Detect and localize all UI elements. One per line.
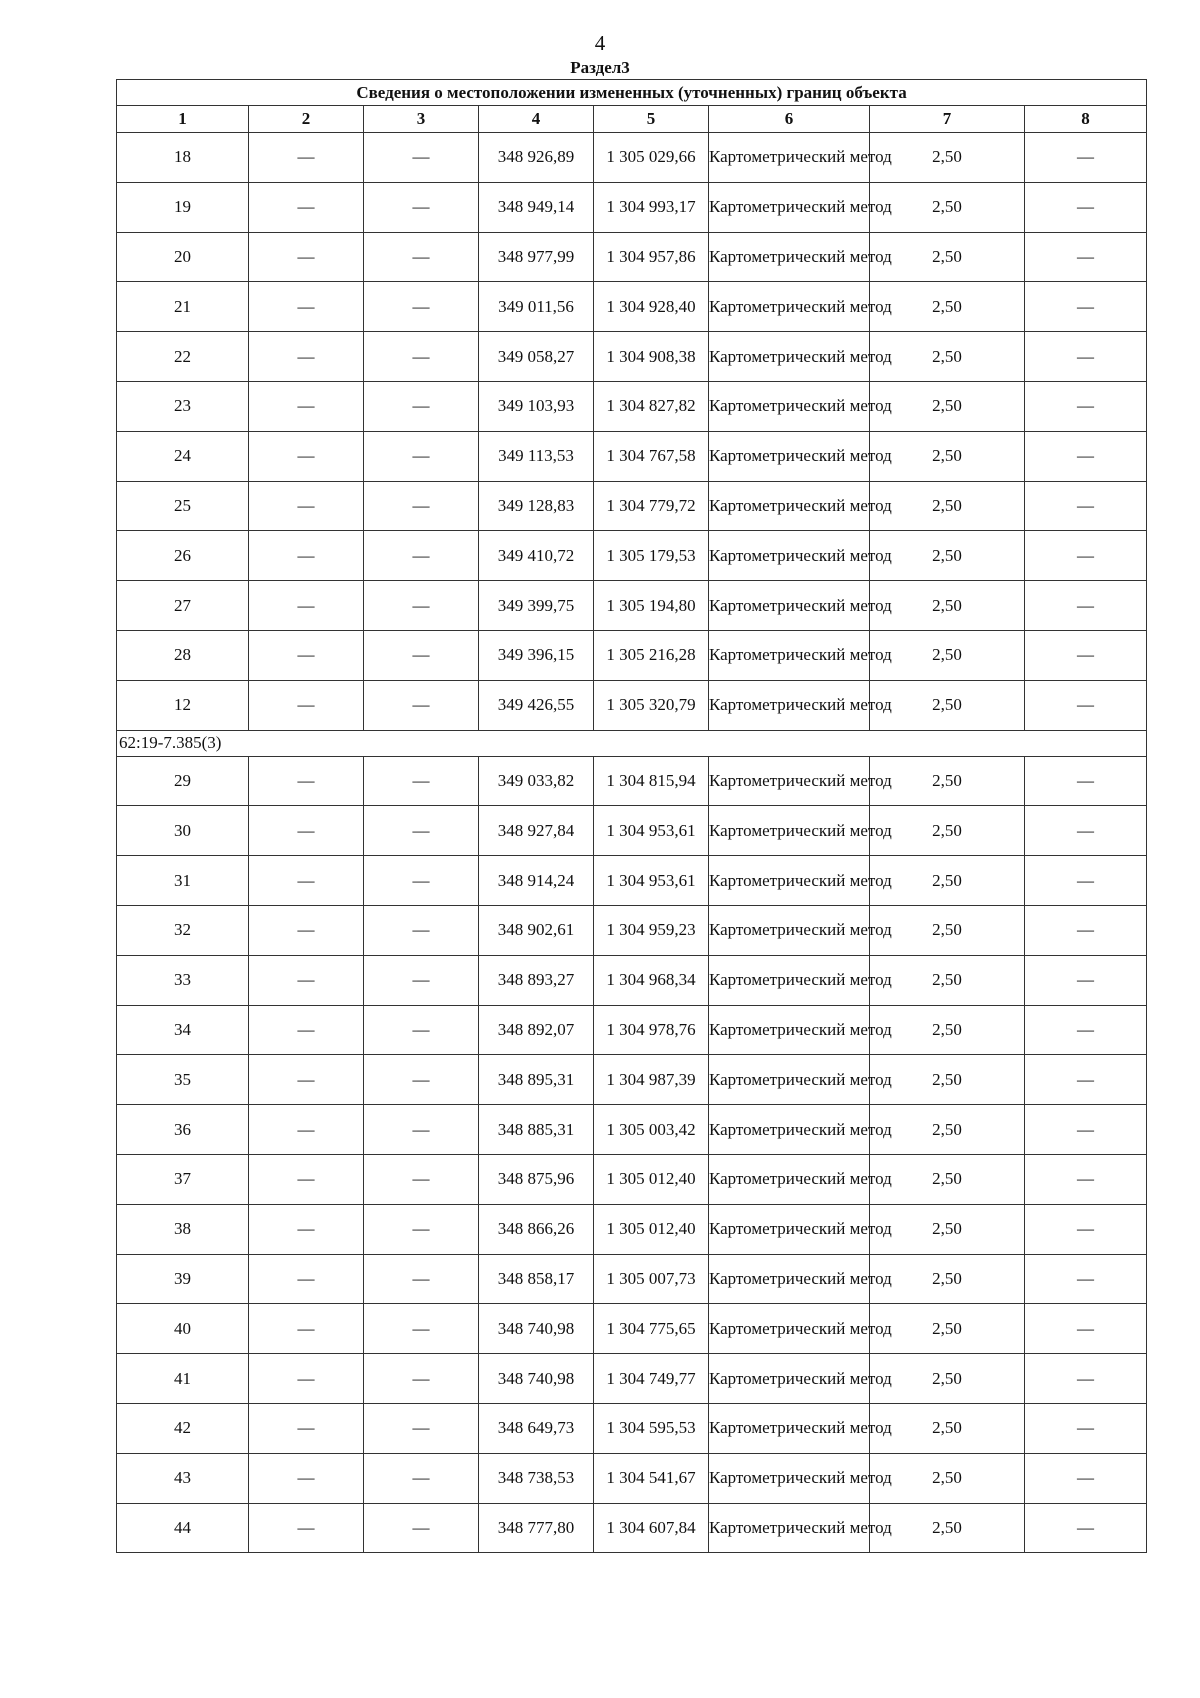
cell-col-3: —: [364, 1105, 479, 1155]
cell-method: Картометрический метод: [709, 1503, 870, 1553]
cell-coord-y: 1 304 779,72: [594, 481, 709, 531]
cell-col-8: —: [1025, 182, 1147, 232]
cell-precision: 2,50: [870, 1304, 1025, 1354]
cell-col-3: —: [364, 381, 479, 431]
table-row: [117, 1005, 1147, 1055]
cell-method: Картометрический метод: [709, 1204, 870, 1254]
cell-method: Картометрический метод: [709, 955, 870, 1005]
cell-col-8: —: [1025, 133, 1147, 183]
cell-coord-y: 1 304 993,17: [594, 182, 709, 232]
cell-point-number: 24: [117, 431, 249, 481]
cell-col-3: —: [364, 232, 479, 282]
cell-col-8: —: [1025, 1304, 1147, 1354]
cell-precision: 2,50: [870, 531, 1025, 581]
cell-col-2: —: [249, 806, 364, 856]
cell-point-number: 18: [117, 133, 249, 183]
column-header: 1: [117, 106, 249, 133]
column-header: 7: [870, 106, 1025, 133]
cell-col-2: —: [249, 1055, 364, 1105]
boundary-coordinates-table: [116, 79, 1147, 1553]
cell-col-3: —: [364, 905, 479, 955]
cell-coord-x: 348 740,98: [479, 1304, 594, 1354]
cell-coord-y: 1 305 003,42: [594, 1105, 709, 1155]
cell-col-8: —: [1025, 905, 1147, 955]
cell-point-number: 38: [117, 1204, 249, 1254]
cell-point-number: 20: [117, 232, 249, 282]
cell-col-2: —: [249, 905, 364, 955]
cell-point-number: 19: [117, 182, 249, 232]
cell-col-8: —: [1025, 680, 1147, 730]
cell-coord-x: 348 926,89: [479, 133, 594, 183]
table-row: [117, 531, 1147, 581]
cell-coord-y: 1 305 320,79: [594, 680, 709, 730]
group2-rows: [117, 756, 1147, 1553]
cell-point-number: 22: [117, 332, 249, 382]
cell-coord-x: 348 949,14: [479, 182, 594, 232]
cell-col-8: —: [1025, 1354, 1147, 1404]
cell-precision: 2,50: [870, 381, 1025, 431]
cell-col-2: —: [249, 431, 364, 481]
cell-precision: 2,50: [870, 955, 1025, 1005]
cell-coord-x: 348 885,31: [479, 1105, 594, 1155]
cell-coord-x: 348 858,17: [479, 1254, 594, 1304]
cell-col-8: —: [1025, 431, 1147, 481]
cell-coord-x: 349 396,15: [479, 630, 594, 680]
cell-col-2: —: [249, 182, 364, 232]
cell-point-number: 23: [117, 381, 249, 431]
cell-point-number: 35: [117, 1055, 249, 1105]
cell-col-8: —: [1025, 581, 1147, 631]
cell-col-8: —: [1025, 232, 1147, 282]
group2-label-section: [117, 730, 1147, 756]
cadastral-group-label: 62:19-7.385(3): [117, 730, 1147, 756]
cell-method: Картометрический метод: [709, 1005, 870, 1055]
cell-col-3: —: [364, 1354, 479, 1404]
cell-col-8: —: [1025, 332, 1147, 382]
table-row: [117, 1254, 1147, 1304]
cell-point-number: 12: [117, 680, 249, 730]
cell-col-2: —: [249, 332, 364, 382]
cell-col-3: —: [364, 680, 479, 730]
cell-col-3: —: [364, 531, 479, 581]
cell-coord-x: 348 902,61: [479, 905, 594, 955]
column-header: 8: [1025, 106, 1147, 133]
cell-method: Картометрический метод: [709, 1254, 870, 1304]
cell-point-number: 36: [117, 1105, 249, 1155]
cell-col-8: —: [1025, 1005, 1147, 1055]
cell-col-2: —: [249, 282, 364, 332]
cell-coord-x: 348 893,27: [479, 955, 594, 1005]
cell-coord-x: 348 977,99: [479, 232, 594, 282]
cell-method: Картометрический метод: [709, 581, 870, 631]
cell-point-number: 25: [117, 481, 249, 531]
cell-col-8: —: [1025, 1055, 1147, 1105]
cell-col-3: —: [364, 1503, 479, 1553]
cell-col-3: —: [364, 1005, 479, 1055]
cell-col-3: —: [364, 1154, 479, 1204]
group-label-row: [117, 730, 1147, 756]
table-row: [117, 1354, 1147, 1404]
cell-coord-y: 1 304 607,84: [594, 1503, 709, 1553]
table-row: [117, 182, 1147, 232]
table-row: [117, 1154, 1147, 1204]
cell-col-2: —: [249, 481, 364, 531]
cell-point-number: 27: [117, 581, 249, 631]
cell-precision: 2,50: [870, 1105, 1025, 1155]
cell-coord-x: 349 113,53: [479, 431, 594, 481]
cell-precision: 2,50: [870, 806, 1025, 856]
cell-coord-y: 1 304 987,39: [594, 1055, 709, 1105]
cell-method: Картометрический метод: [709, 431, 870, 481]
cell-coord-x: 349 399,75: [479, 581, 594, 631]
cell-method: Картометрический метод: [709, 232, 870, 282]
cell-method: Картометрический метод: [709, 1154, 870, 1204]
cell-point-number: 42: [117, 1403, 249, 1453]
cell-col-3: —: [364, 806, 479, 856]
table-row: [117, 1403, 1147, 1453]
cell-col-3: —: [364, 332, 479, 382]
cell-col-2: —: [249, 381, 364, 431]
cell-precision: 2,50: [870, 1055, 1025, 1105]
cell-coord-y: 1 305 012,40: [594, 1204, 709, 1254]
cell-col-3: —: [364, 1254, 479, 1304]
cell-col-2: —: [249, 1503, 364, 1553]
cell-coord-x: 349 011,56: [479, 282, 594, 332]
cell-coord-x: 348 875,96: [479, 1154, 594, 1204]
cell-col-3: —: [364, 133, 479, 183]
column-header: 3: [364, 106, 479, 133]
cell-method: Картометрический метод: [709, 282, 870, 332]
cell-col-3: —: [364, 431, 479, 481]
cell-col-2: —: [249, 581, 364, 631]
cell-method: Картометрический метод: [709, 1304, 870, 1354]
cell-method: Картометрический метод: [709, 630, 870, 680]
cell-coord-x: 348 649,73: [479, 1403, 594, 1453]
cell-coord-x: 348 777,80: [479, 1503, 594, 1553]
cell-precision: 2,50: [870, 756, 1025, 806]
cell-point-number: 37: [117, 1154, 249, 1204]
cell-col-2: —: [249, 1254, 364, 1304]
cell-method: Картометрический метод: [709, 1453, 870, 1503]
cell-point-number: 39: [117, 1254, 249, 1304]
cell-col-3: —: [364, 856, 479, 906]
cell-coord-x: 348 892,07: [479, 1005, 594, 1055]
cell-col-8: —: [1025, 1453, 1147, 1503]
cell-coord-x: 348 927,84: [479, 806, 594, 856]
cell-point-number: 26: [117, 531, 249, 581]
cell-point-number: 30: [117, 806, 249, 856]
table-row: [117, 1055, 1147, 1105]
cell-coord-y: 1 304 815,94: [594, 756, 709, 806]
cell-col-8: —: [1025, 630, 1147, 680]
cell-precision: 2,50: [870, 1503, 1025, 1553]
cell-col-2: —: [249, 133, 364, 183]
cell-col-8: —: [1025, 1204, 1147, 1254]
cell-coord-y: 1 304 957,86: [594, 232, 709, 282]
cell-method: Картометрический метод: [709, 332, 870, 382]
table-row: [117, 856, 1147, 906]
cell-coord-x: 348 866,26: [479, 1204, 594, 1254]
table-row: [117, 680, 1147, 730]
cell-point-number: 32: [117, 905, 249, 955]
cell-col-8: —: [1025, 1154, 1147, 1204]
cell-col-2: —: [249, 1204, 364, 1254]
cell-coord-y: 1 304 908,38: [594, 332, 709, 382]
cell-method: Картометрический метод: [709, 806, 870, 856]
cell-col-8: —: [1025, 955, 1147, 1005]
cell-method: Картометрический метод: [709, 856, 870, 906]
table-row: [117, 232, 1147, 282]
cell-col-8: —: [1025, 756, 1147, 806]
cell-precision: 2,50: [870, 1204, 1025, 1254]
cell-coord-y: 1 304 775,65: [594, 1304, 709, 1354]
cell-col-8: —: [1025, 282, 1147, 332]
cell-point-number: 34: [117, 1005, 249, 1055]
page-number: 4: [594, 31, 606, 55]
cell-method: Картометрический метод: [709, 1055, 870, 1105]
table-row: [117, 381, 1147, 431]
cell-col-2: —: [249, 1354, 364, 1404]
table-header-row: [117, 106, 1147, 133]
cell-point-number: 21: [117, 282, 249, 332]
cell-coord-x: 348 914,24: [479, 856, 594, 906]
cell-coord-x: 348 895,31: [479, 1055, 594, 1105]
cell-precision: 2,50: [870, 1453, 1025, 1503]
cell-point-number: 31: [117, 856, 249, 906]
cell-col-3: —: [364, 630, 479, 680]
cell-col-8: —: [1025, 481, 1147, 531]
cell-col-3: —: [364, 1204, 479, 1254]
column-header: 4: [479, 106, 594, 133]
table-row: [117, 431, 1147, 481]
cell-method: Картометрический метод: [709, 1105, 870, 1155]
cell-point-number: 43: [117, 1453, 249, 1503]
cell-col-2: —: [249, 531, 364, 581]
cell-col-8: —: [1025, 531, 1147, 581]
cell-col-3: —: [364, 1055, 479, 1105]
cell-method: Картометрический метод: [709, 481, 870, 531]
cell-col-3: —: [364, 756, 479, 806]
cell-col-3: —: [364, 1453, 479, 1503]
cell-coord-x: 348 738,53: [479, 1453, 594, 1503]
cell-coord-y: 1 304 928,40: [594, 282, 709, 332]
cell-col-2: —: [249, 630, 364, 680]
cell-precision: 2,50: [870, 680, 1025, 730]
cell-col-2: —: [249, 1154, 364, 1204]
cell-coord-x: 348 740,98: [479, 1354, 594, 1404]
cell-coord-x: 349 128,83: [479, 481, 594, 531]
cell-coord-y: 1 304 827,82: [594, 381, 709, 431]
cell-coord-x: 349 103,93: [479, 381, 594, 431]
cell-method: Картометрический метод: [709, 381, 870, 431]
table-row: [117, 133, 1147, 183]
cell-col-8: —: [1025, 806, 1147, 856]
table-row: [117, 1453, 1147, 1503]
table-caption: Сведения о местоположении измененных (уточненных) границ объекта: [117, 80, 1147, 106]
cell-coord-y: 1 304 978,76: [594, 1005, 709, 1055]
cell-coord-y: 1 304 767,58: [594, 431, 709, 481]
table-caption-row: [117, 80, 1147, 106]
cell-col-3: —: [364, 1403, 479, 1453]
cell-col-2: —: [249, 856, 364, 906]
cell-col-3: —: [364, 481, 479, 531]
cell-method: Картометрический метод: [709, 1403, 870, 1453]
cell-precision: 2,50: [870, 1403, 1025, 1453]
cell-col-8: —: [1025, 1403, 1147, 1453]
cell-col-2: —: [249, 955, 364, 1005]
table-row: [117, 282, 1147, 332]
cell-precision: 2,50: [870, 856, 1025, 906]
cell-col-3: —: [364, 282, 479, 332]
cell-precision: 2,50: [870, 232, 1025, 282]
cell-col-8: —: [1025, 381, 1147, 431]
cell-precision: 2,50: [870, 581, 1025, 631]
cell-coord-y: 1 305 007,73: [594, 1254, 709, 1304]
cell-precision: 2,50: [870, 630, 1025, 680]
cell-coord-y: 1 304 968,34: [594, 955, 709, 1005]
cell-method: Картометрический метод: [709, 680, 870, 730]
cell-precision: 2,50: [870, 332, 1025, 382]
cell-coord-y: 1 305 012,40: [594, 1154, 709, 1204]
section-title: Раздел3: [570, 58, 630, 77]
cell-coord-x: 349 033,82: [479, 756, 594, 806]
cell-method: Картометрический метод: [709, 905, 870, 955]
cell-coord-y: 1 304 595,53: [594, 1403, 709, 1453]
cell-col-3: —: [364, 955, 479, 1005]
cell-col-2: —: [249, 1453, 364, 1503]
table-row: [117, 1304, 1147, 1354]
cell-coord-y: 1 305 216,28: [594, 630, 709, 680]
cell-col-8: —: [1025, 856, 1147, 906]
cell-coord-y: 1 305 179,53: [594, 531, 709, 581]
cell-precision: 2,50: [870, 1005, 1025, 1055]
cell-precision: 2,50: [870, 1354, 1025, 1404]
cell-coord-x: 349 410,72: [479, 531, 594, 581]
cell-precision: 2,50: [870, 282, 1025, 332]
cell-method: Картометрический метод: [709, 756, 870, 806]
cell-col-2: —: [249, 680, 364, 730]
cell-coord-y: 1 304 541,67: [594, 1453, 709, 1503]
cell-method: Картометрический метод: [709, 1354, 870, 1404]
table-row: [117, 806, 1147, 856]
cell-col-8: —: [1025, 1105, 1147, 1155]
cell-coord-x: 349 426,55: [479, 680, 594, 730]
table-row: [117, 481, 1147, 531]
table-row: [117, 1503, 1147, 1553]
cell-method: Картометрический метод: [709, 531, 870, 581]
cell-col-8: —: [1025, 1254, 1147, 1304]
cell-col-3: —: [364, 182, 479, 232]
cell-point-number: 28: [117, 630, 249, 680]
cell-precision: 2,50: [870, 1154, 1025, 1204]
group1-rows: [117, 133, 1147, 731]
column-header: 2: [249, 106, 364, 133]
cell-coord-y: 1 305 029,66: [594, 133, 709, 183]
cell-precision: 2,50: [870, 431, 1025, 481]
table-row: [117, 1105, 1147, 1155]
cell-precision: 2,50: [870, 133, 1025, 183]
cell-point-number: 29: [117, 756, 249, 806]
cell-precision: 2,50: [870, 1254, 1025, 1304]
cell-coord-y: 1 304 953,61: [594, 806, 709, 856]
cell-col-2: —: [249, 1005, 364, 1055]
table-row: [117, 955, 1147, 1005]
cell-point-number: 41: [117, 1354, 249, 1404]
table-row: [117, 332, 1147, 382]
table-row: [117, 756, 1147, 806]
cell-precision: 2,50: [870, 905, 1025, 955]
cell-precision: 2,50: [870, 481, 1025, 531]
cell-col-8: —: [1025, 1503, 1147, 1553]
cell-point-number: 40: [117, 1304, 249, 1354]
cell-col-2: —: [249, 1105, 364, 1155]
cell-col-2: —: [249, 1403, 364, 1453]
cell-method: Картометрический метод: [709, 182, 870, 232]
table-row: [117, 1204, 1147, 1254]
cell-col-3: —: [364, 1304, 479, 1354]
cell-method: Картометрический метод: [709, 133, 870, 183]
column-header: 5: [594, 106, 709, 133]
column-header: 6: [709, 106, 870, 133]
table-row: [117, 630, 1147, 680]
cell-col-3: —: [364, 581, 479, 631]
cell-coord-x: 349 058,27: [479, 332, 594, 382]
cell-point-number: 44: [117, 1503, 249, 1553]
cell-coord-y: 1 304 749,77: [594, 1354, 709, 1404]
cell-col-2: —: [249, 1304, 364, 1354]
cell-coord-y: 1 305 194,80: [594, 581, 709, 631]
table-row: [117, 905, 1147, 955]
cell-col-2: —: [249, 756, 364, 806]
cell-coord-y: 1 304 953,61: [594, 856, 709, 906]
cell-point-number: 33: [117, 955, 249, 1005]
cell-coord-y: 1 304 959,23: [594, 905, 709, 955]
table-row: [117, 581, 1147, 631]
cell-col-2: —: [249, 232, 364, 282]
cell-precision: 2,50: [870, 182, 1025, 232]
